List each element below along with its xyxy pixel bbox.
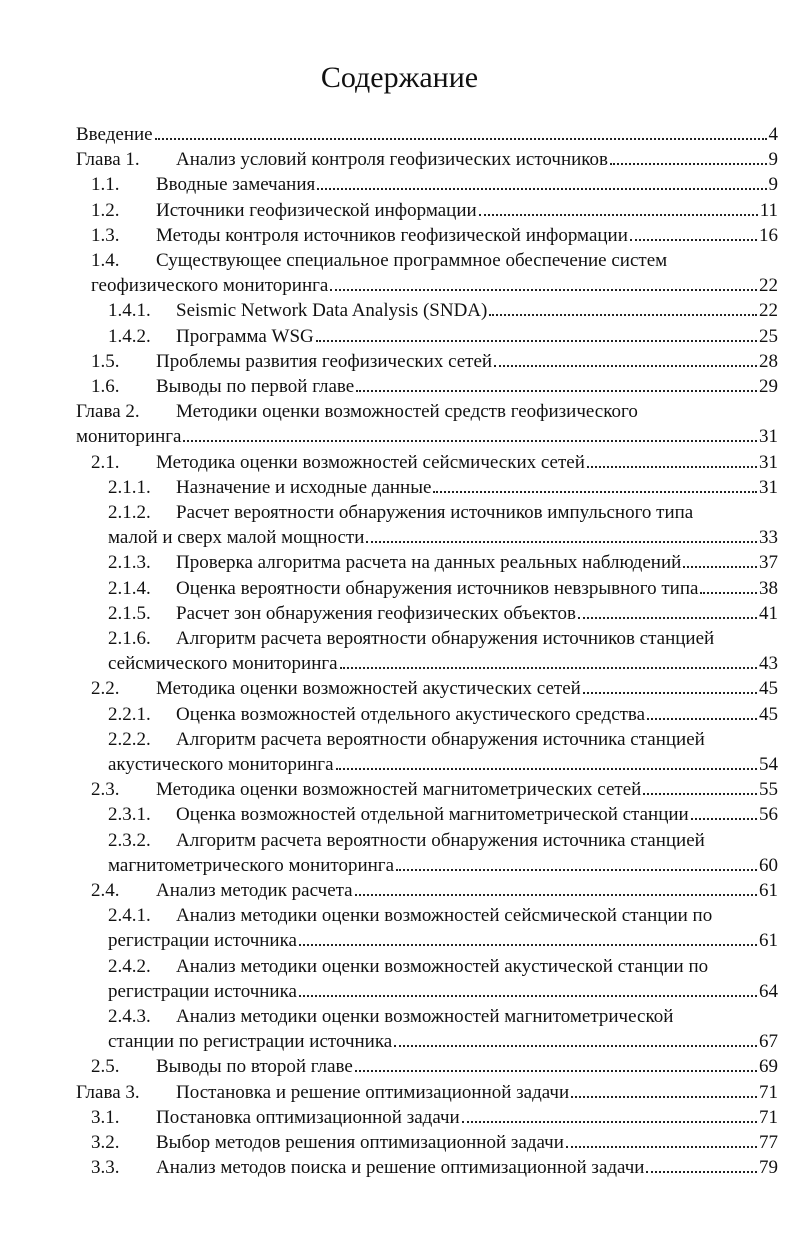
dot-leader bbox=[394, 1029, 757, 1047]
toc-entry-line bbox=[0, 1105, 799, 1130]
toc-entry-number: 2.4.1. bbox=[108, 905, 151, 927]
toc-entry-page-number: 9 bbox=[768, 174, 778, 196]
toc-entry-line bbox=[0, 727, 799, 752]
toc-entry-page-number: 9 bbox=[768, 149, 778, 171]
toc-entry-line bbox=[0, 450, 799, 475]
toc-entry-page-number: 69 bbox=[759, 1056, 778, 1078]
toc-entry-line bbox=[0, 853, 799, 878]
toc-entry-leader-line bbox=[156, 676, 778, 701]
toc-entry-leader-line bbox=[176, 550, 778, 575]
toc-entry-title: Оценка возможностей отдельной магнитометрической станции bbox=[176, 804, 689, 826]
toc-entry-number: Глава 3. bbox=[76, 1081, 140, 1103]
toc-entry-leader-line bbox=[108, 853, 778, 878]
dot-leader bbox=[396, 853, 757, 871]
dot-leader bbox=[433, 475, 757, 493]
toc-entry-page-number: 22 bbox=[759, 300, 778, 322]
toc-entry-page-number: 43 bbox=[759, 653, 778, 675]
toc-entry-leader-line bbox=[176, 576, 778, 601]
toc-entry-number: 3.3. bbox=[91, 1157, 120, 1179]
toc-entry-title: Методика оценки возможностей магнитометрических сетей bbox=[156, 779, 642, 801]
toc-entry-line bbox=[0, 223, 799, 248]
toc-entry-page-number: 71 bbox=[759, 1106, 778, 1128]
toc-entry-line bbox=[0, 298, 799, 323]
toc-entry-number: 2.5. bbox=[91, 1056, 120, 1078]
toc-entry-line bbox=[0, 122, 799, 147]
toc-entry-line bbox=[0, 550, 799, 575]
toc-entry-title: Анализ методики оценки возможностей магнитометрической bbox=[176, 1006, 674, 1027]
toc-entry-line bbox=[0, 147, 799, 172]
toc-entry-line bbox=[0, 324, 799, 349]
toc-entry-page-number: 41 bbox=[759, 602, 778, 624]
toc-entry-title: Расчет вероятности обнаружения источников импульсного типа bbox=[176, 502, 694, 523]
toc-entry-title: мониторинга bbox=[76, 426, 182, 448]
toc-entry-title: Выводы по второй главе bbox=[156, 1056, 353, 1078]
toc-entry-number: Глава 2. bbox=[76, 401, 140, 423]
toc-entry-page-number: 77 bbox=[759, 1132, 778, 1153]
toc-entry-line bbox=[0, 374, 799, 399]
toc-entry-line bbox=[0, 198, 799, 223]
toc-entry-title: Анализ методик расчета bbox=[156, 880, 353, 901]
toc-entry-title: Выбор методов решения оптимизационной задачи bbox=[156, 1132, 564, 1153]
toc-entry-line bbox=[0, 651, 799, 676]
toc-entry-title: регистрации источника bbox=[108, 930, 297, 952]
dot-leader bbox=[479, 198, 758, 216]
toc-entry-line bbox=[0, 1155, 799, 1180]
toc-entry-number: 2.2. bbox=[91, 678, 120, 700]
toc-entry-number: 1.3. bbox=[91, 224, 120, 246]
dot-leader bbox=[571, 1080, 757, 1098]
toc-entry-leader-line bbox=[156, 450, 778, 475]
dot-leader bbox=[155, 122, 767, 140]
toc-entry-line bbox=[0, 777, 799, 802]
toc-entry-page-number: 31 bbox=[759, 476, 778, 498]
toc-entry-leader-line bbox=[176, 298, 778, 323]
toc-entry-page-number: 38 bbox=[759, 577, 778, 599]
toc-entry-line bbox=[0, 399, 799, 424]
dot-leader bbox=[356, 374, 757, 392]
toc-entry-title: Анализ условий контроля геофизических источников bbox=[176, 149, 609, 171]
toc-entry-line bbox=[0, 576, 799, 601]
toc-entry-line bbox=[0, 626, 799, 651]
toc-entry-line bbox=[0, 1054, 799, 1079]
toc-entry-leader-line bbox=[176, 802, 778, 827]
toc-entry-title: Введение bbox=[76, 124, 153, 145]
toc-entry-line bbox=[0, 802, 799, 827]
toc-entry-title: Проверка алгоритма расчета на данных реальных наблюдений bbox=[176, 552, 682, 574]
toc-entry-page-number: 31 bbox=[759, 451, 778, 473]
dot-leader bbox=[340, 651, 757, 669]
toc-entry-title: Анализ методики оценки возможностей сейсмической станции по bbox=[176, 905, 713, 927]
toc-entry-leader-line bbox=[176, 702, 778, 727]
toc-entry-number: 2.1.2. bbox=[108, 502, 151, 523]
toc-entry-page-number: 28 bbox=[759, 350, 778, 372]
toc-entry-page-number: 25 bbox=[759, 325, 778, 347]
dot-leader bbox=[583, 676, 757, 694]
toc-entry-number: 2.3.1. bbox=[108, 804, 151, 826]
toc-entry-title: сейсмического мониторинга bbox=[108, 653, 338, 675]
toc-entry-number: 2.4.3. bbox=[108, 1006, 151, 1027]
toc-entry-number: 2.3. bbox=[91, 779, 120, 801]
dot-leader bbox=[299, 979, 757, 997]
dot-leader bbox=[330, 273, 757, 291]
toc-entry-line bbox=[0, 172, 799, 197]
toc-entry-line bbox=[0, 928, 799, 953]
toc-entry-leader-line bbox=[108, 928, 778, 953]
toc-entry-number: 2.2.1. bbox=[108, 703, 151, 725]
toc-entry-page-number: 11 bbox=[759, 199, 778, 221]
toc-entry-title: магнитометрического мониторинга bbox=[108, 854, 395, 876]
toc-entry-line bbox=[0, 702, 799, 727]
toc-entry-leader-line bbox=[156, 223, 778, 248]
toc-entry-number: 2.3.2. bbox=[108, 829, 151, 851]
toc-entry-number: 3.1. bbox=[91, 1106, 120, 1128]
toc-entry-title: Проблемы развития геофизических сетей bbox=[156, 350, 493, 372]
toc-entry-title: акустического мониторинга bbox=[108, 754, 334, 775]
toc-entry-leader-line bbox=[176, 1080, 778, 1105]
toc-entry-title: Постановка оптимизационной задачи bbox=[156, 1106, 460, 1128]
toc-entry-number: 2.1.4. bbox=[108, 577, 151, 599]
toc-entry-number: Глава 1. bbox=[76, 149, 140, 171]
toc-entry-leader-line bbox=[108, 651, 778, 676]
dot-leader bbox=[299, 928, 757, 946]
toc-entry-number: 3.2. bbox=[91, 1132, 120, 1153]
toc-entry-title: Оценка возможностей отдельного акустического средства bbox=[176, 703, 646, 725]
toc-entry-leader-line bbox=[108, 752, 778, 777]
toc-entry-title: Назначение и исходные данные bbox=[176, 476, 432, 498]
dot-leader bbox=[646, 1155, 757, 1173]
toc-entry-page-number: 67 bbox=[759, 1031, 778, 1053]
toc-entry-title: Анализ методов поиска и решение оптимизационной задачи bbox=[156, 1157, 645, 1179]
dot-leader bbox=[610, 147, 766, 165]
toc-entry-line bbox=[0, 1130, 799, 1155]
toc-entry-title: Алгоритм расчета вероятности обнаружения источника станцией bbox=[176, 728, 705, 750]
toc-entry-number: 2.1. bbox=[91, 451, 120, 473]
toc-entry-line bbox=[0, 1029, 799, 1054]
toc-entry-number: 1.6. bbox=[91, 376, 120, 397]
toc-entry-number: 1.1. bbox=[91, 174, 120, 196]
toc-entry-line bbox=[0, 1004, 799, 1029]
toc-entry-title: Постановка и решение оптимизационной задачи bbox=[176, 1081, 570, 1103]
toc-entry-line bbox=[0, 752, 799, 777]
dot-leader bbox=[683, 550, 757, 568]
dot-leader bbox=[462, 1105, 757, 1123]
toc-entry-leader-line bbox=[91, 273, 778, 298]
dot-leader bbox=[647, 702, 757, 720]
toc-entry-line bbox=[0, 424, 799, 449]
toc-entry-leader-line bbox=[156, 1105, 778, 1130]
toc-entry-leader-line bbox=[176, 147, 778, 172]
page-title: Содержание bbox=[320, 61, 479, 94]
toc-entry-title: регистрации источника bbox=[108, 980, 297, 1002]
toc-entry-title: Существующее специальное программное обеспечение систем bbox=[156, 250, 668, 271]
toc-entry-line bbox=[0, 273, 799, 298]
toc-entry-leader-line bbox=[76, 424, 778, 449]
toc-entry-line bbox=[0, 954, 799, 979]
toc-entry-leader-line bbox=[156, 349, 778, 374]
toc-entry-number: 1.5. bbox=[91, 350, 120, 372]
dot-leader bbox=[700, 576, 757, 594]
toc-entry-leader-line bbox=[156, 172, 778, 197]
toc-entry-leader-line bbox=[156, 878, 778, 903]
toc-entry-line bbox=[0, 248, 799, 273]
toc-entry-leader-line bbox=[156, 198, 778, 223]
toc-entry-title: Методики оценки возможностей средств геофизического bbox=[176, 401, 638, 423]
toc-entry-title: Алгоритм расчета вероятности обнаружения источников станцией bbox=[176, 628, 715, 649]
toc-entry-number: 1.4.1. bbox=[108, 300, 151, 322]
toc-entry-number: 1.2. bbox=[91, 199, 120, 221]
dot-leader bbox=[494, 349, 757, 367]
toc-entry-title: Оценка вероятности обнаружения источников невзрывного типа bbox=[176, 577, 699, 599]
toc-entry-number: 2.4.2. bbox=[108, 955, 151, 977]
toc-entry-number: 1.4.2. bbox=[108, 325, 151, 347]
toc-entry-page-number: 22 bbox=[759, 275, 778, 297]
toc-entry-number: 2.1.1. bbox=[108, 476, 151, 498]
toc-entry-line bbox=[0, 676, 799, 701]
toc-entry-leader-line bbox=[156, 1130, 778, 1155]
toc-entry-line bbox=[0, 878, 799, 903]
dot-leader bbox=[691, 802, 757, 820]
toc-entry-line bbox=[0, 349, 799, 374]
dot-leader bbox=[355, 878, 757, 896]
toc-entry-number: 2.1.6. bbox=[108, 628, 151, 649]
toc-entry-line bbox=[0, 979, 799, 1004]
dot-leader bbox=[578, 601, 757, 619]
toc-entry-title: Вводные замечания bbox=[156, 174, 316, 196]
toc-entry-title: Алгоритм расчета вероятности обнаружения источника станцией bbox=[176, 829, 705, 851]
toc-entry-leader-line bbox=[156, 1054, 778, 1079]
toc-entry-leader-line bbox=[176, 601, 778, 626]
toc-entry-title: Методы контроля источников геофизической информации bbox=[156, 224, 628, 246]
toc-entry-leader-line bbox=[176, 475, 778, 500]
toc-entry-title: Расчет зон обнаружения геофизических объектов bbox=[176, 602, 576, 624]
dot-leader bbox=[566, 1130, 757, 1148]
toc-entry-page-number: 45 bbox=[759, 703, 778, 725]
toc-entry-page-number: 33 bbox=[759, 527, 778, 549]
toc-entry-line bbox=[0, 1080, 799, 1105]
toc-entry-page-number: 16 bbox=[759, 224, 778, 246]
toc-entry-page-number: 54 bbox=[759, 754, 778, 775]
toc-entry-page-number: 71 bbox=[759, 1081, 778, 1103]
toc-entry-line bbox=[0, 903, 799, 928]
dot-leader bbox=[366, 525, 757, 543]
toc-entry-page-number: 37 bbox=[759, 552, 778, 574]
toc-entry-title: Источники геофизической информации bbox=[156, 199, 477, 221]
toc-entry-page-number: 60 bbox=[759, 854, 778, 876]
toc-entry-page-number: 29 bbox=[759, 376, 778, 397]
dot-leader bbox=[355, 1054, 757, 1072]
toc-entry-leader-line bbox=[156, 1155, 778, 1180]
toc-entry-line bbox=[0, 475, 799, 500]
toc-entry-leader-line bbox=[156, 374, 778, 399]
toc-entry-page-number: 61 bbox=[759, 930, 778, 952]
dot-leader bbox=[630, 223, 757, 241]
toc-entry-number: 1.4. bbox=[91, 250, 120, 271]
dot-leader bbox=[489, 298, 757, 316]
toc-entry-leader-line bbox=[108, 525, 778, 550]
toc-entry-title: малой и сверх малой мощности bbox=[108, 527, 365, 549]
toc-entry-number: 2.4. bbox=[91, 880, 120, 901]
toc-entry-page-number: 45 bbox=[759, 678, 778, 700]
dot-leader bbox=[317, 172, 766, 190]
toc-entry-page-number: 56 bbox=[759, 804, 778, 826]
toc-entry-page-number: 61 bbox=[759, 880, 778, 901]
toc-entry-page-number: 55 bbox=[759, 779, 778, 801]
toc-entry-line bbox=[0, 601, 799, 626]
toc-entry-title: геофизического мониторинга bbox=[91, 275, 329, 297]
toc-entry-leader-line bbox=[108, 979, 778, 1004]
toc-entry-line bbox=[0, 525, 799, 550]
toc-entry-title: Методика оценки возможностей акустических сетей bbox=[156, 678, 581, 700]
toc-entry-page-number: 79 bbox=[759, 1157, 778, 1179]
dot-leader bbox=[643, 777, 757, 795]
toc-entry-number: 2.2.2. bbox=[108, 728, 151, 750]
toc-entry-page-number: 31 bbox=[759, 426, 778, 448]
toc-entry-leader-line bbox=[76, 122, 778, 147]
toc-entry-leader-line bbox=[156, 777, 778, 802]
toc-entry-title: Методика оценки возможностей сейсмических сетей bbox=[156, 451, 585, 473]
dot-leader bbox=[316, 324, 757, 342]
toc-entry-leader-line bbox=[108, 1029, 778, 1054]
toc-entry-leader-line bbox=[176, 324, 778, 349]
toc-entry-number: 2.1.3. bbox=[108, 552, 151, 574]
toc-entry-line bbox=[0, 828, 799, 853]
dot-leader bbox=[587, 450, 757, 468]
toc-entry-number: 2.1.5. bbox=[108, 602, 151, 624]
toc-entry-line bbox=[0, 500, 799, 525]
toc-entry-title: Seismic Network Data Analysis (SNDA) bbox=[176, 300, 488, 322]
toc-entry-title: Выводы по первой главе bbox=[156, 376, 355, 397]
dot-leader bbox=[183, 424, 757, 442]
dot-leader bbox=[336, 752, 757, 770]
toc-entry-title: Программа WSG bbox=[176, 325, 314, 347]
toc-entry-title: Анализ методики оценки возможностей акустической станции по bbox=[176, 955, 709, 977]
toc-entry-page-number: 4 bbox=[768, 124, 778, 145]
toc-entry-page-number: 64 bbox=[759, 980, 778, 1002]
toc-entry-title: станции по регистрации источника bbox=[108, 1031, 393, 1053]
